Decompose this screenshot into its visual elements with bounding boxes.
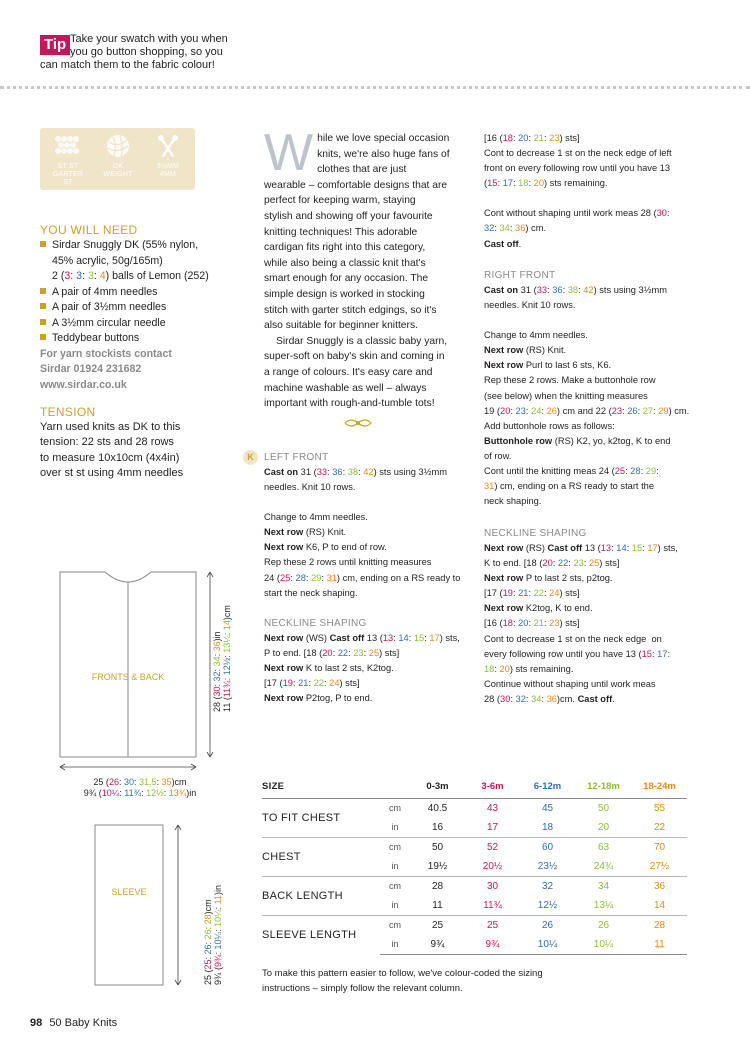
table-row: SLEEVE LENGTH cm 25 25 26 26 28 <box>262 915 687 935</box>
intro-line: a range of colours. It's easy care and <box>264 366 433 378</box>
yarn-info-line: GARTER ST <box>52 171 84 186</box>
header-cell: 12-18m <box>575 776 632 798</box>
list-item: A pair of 3½mm needles <box>40 300 240 316</box>
knit-badge: K <box>243 450 258 465</box>
yarn-info-weight <box>98 134 138 179</box>
table-row: in 19½ 20½ 23½ 24¾ 27½ <box>391 860 670 872</box>
list-item: A pair of 4mm needles <box>40 285 240 301</box>
intro-line: perfect for keeping warm, staying <box>264 195 416 207</box>
row-label: CHEST <box>262 837 380 876</box>
ornament-icon <box>343 417 373 429</box>
page-footer <box>30 1017 117 1029</box>
list-item: A 3½mm circular needle <box>40 316 240 332</box>
stockist-website: www.sirdar.co.uk <box>40 378 127 391</box>
left-front-heading: LEFT FRONT <box>264 452 329 463</box>
tension-heading: TENSION <box>40 405 96 419</box>
yarn-swatch-icon <box>53 134 83 158</box>
right-neckline-heading: NECKLINE SHAPING <box>484 528 587 539</box>
left-neckline-text: Next row (WS) Cast off 13 (13: 14: 15: 17) sts, P to end. [18 (20: 22: 23: 25) sts] Next row K to last 2 sts, K2tog. [17 (19: 21: 22: 24) sts] Next row P2tog, P to end. <box>264 633 460 704</box>
table-row: in 16 17 18 20 22 <box>391 821 666 833</box>
yarn-info-line: 3½MM <box>156 163 180 170</box>
yarn-info-line: WEIGHT <box>103 171 133 178</box>
intro-line: machine washable as well – always <box>264 382 427 394</box>
yarn-info-needles <box>148 134 188 179</box>
size-table-header <box>262 776 687 798</box>
row-label: TO FIT CHEST <box>262 811 341 824</box>
tension-line: to measure 10x10cm (4x4in) <box>40 451 180 464</box>
header-cell: 3-6m <box>465 776 520 798</box>
stockist-line: For yarn stockists contact <box>40 347 172 360</box>
footnote-line: instructions – simply follow the relevant column. <box>262 983 463 994</box>
intro-line: knits, we're also huge fans of <box>317 148 450 160</box>
yarn-info-line: ST ST <box>57 163 79 170</box>
sleeve-diagram <box>85 815 195 1000</box>
right-front-heading: RIGHT FRONT <box>484 270 556 281</box>
intro-line: Sirdar Snuggly is a classic baby yarn, <box>276 335 448 347</box>
intro-line: while also being a classic knit that's <box>264 257 426 269</box>
yarn-ball-icon <box>105 134 131 158</box>
intro-line: clothes that are just <box>317 164 407 176</box>
intro-paragraph <box>264 124 469 412</box>
list-item: Teddybear buttons <box>40 331 240 347</box>
tip-line-1: Take your swatch with you when <box>70 33 228 45</box>
right-neckline-text: Next row (RS) Cast off 13 (13: 14: 15: 17) sts, K to end. [18 (20: 22: 23: 25) sts] Next row P to last 2 sts, p2tog. [17 (19: 21: 22: 24) sts] Next row K2tog, K to end. [16 (18: 20: 21: 23) sts] Cont to decrease 1 st on the neck edge on every following row until you have 13 (15: 17: 18: 20) sts remaining. Continue without shaping until work meas 28 (30: 32: 34: 36)cm. Cast off. <box>484 543 678 704</box>
left-neckline-heading: NECKLINE SHAPING <box>264 618 367 629</box>
yarn-info-box <box>40 128 195 190</box>
footnote <box>262 966 692 996</box>
right-column-top-text: [16 (18: 20: 21: 23) sts] Cont to decrease 1 st on the neck edge of left front on every following row until you have 13 (15: 17: 18: 20) sts remaining. Cont without shaping until work meas 28 (30: 32: 34: 36) cm. Cast off. <box>484 133 672 249</box>
tension-line: tension: 22 sts and 28 rows <box>40 436 174 449</box>
fronts-height-label: 28 (30: 32: 34: 36)in 11 (11¾: 12½: 13¼: 14)cm <box>212 605 232 712</box>
header-cell: 18-24m <box>632 776 687 798</box>
table-row: CHEST cm 50 52 60 63 70 <box>262 837 687 857</box>
ornament-divider <box>343 417 373 432</box>
header-cell: 6-12m <box>520 776 575 798</box>
yarn-info-line: DK <box>112 163 124 170</box>
you-will-need-list <box>40 238 240 393</box>
tip-line-3: can match them to the fabric colour! <box>40 59 215 71</box>
intro-line: super-soft on baby's skin and coming in <box>264 351 445 363</box>
list-item: 2 (3: 3: 3: 4) balls of Lemon (252) <box>52 270 209 282</box>
intro-line: stitch with garter stitch edgings, so it's <box>264 304 437 316</box>
you-will-need-heading: YOU WILL NEED <box>40 223 138 237</box>
tension-line: Yarn used knits as DK to this <box>40 421 181 433</box>
tension-line: over st st using 4mm needles <box>40 466 184 479</box>
row-label: SLEEVE LENGTH <box>262 915 380 954</box>
table-row: TO FIT CHEST cm 40.5 43 45 50 55 <box>262 798 687 818</box>
table-row: in 9¾ 9¾ 10¼ 10¼ 11 <box>262 935 687 955</box>
drop-cap: W <box>264 124 314 182</box>
dotted-divider <box>0 86 750 89</box>
header-cell: SIZE <box>262 776 380 798</box>
row-label: BACK LENGTH <box>262 876 380 915</box>
intro-line: smart enough for any occasion. The <box>264 273 429 285</box>
table-row: in 11 11¾ 12½ 13¼ 14 <box>391 899 666 911</box>
intro-line: important with rough-and-tumble tots! <box>264 398 435 410</box>
left-front-text: Cast on 31 (33: 36: 38: 42) sts using 3½mm needles. Knit 10 rows. Change to 4mm needles. Next row (RS) Knit. Next row K6, P to end of row. Rep these 2 rows until knitting measures 24 (25: 28: 29: 31) cm, ending on a RS ready to start the neck shaping. <box>264 467 461 598</box>
intro-line: wearable – comfortable designs that are <box>264 179 448 191</box>
intro-line: knitting techniques! This adorable <box>264 226 418 238</box>
tip-line-2: you go button shopping, so you <box>70 46 223 58</box>
intro-line: hile we love special occasion <box>317 133 450 144</box>
right-front-text: Cast on 31 (33: 36: 38: 42) sts using 3½mm needles. Knit 10 rows. Change to 4mm needles. Next row (RS) Knit. Next row Purl to last 6 sts, K6. Rep these 2 rows. Make a buttonhole row (see below) when the knitting measures 19 (20: 23: 24: 26) cm and 22 (23: 26: 27: 29) cm. Add buttonhole rows as follows: Buttonhole row (RS) K2, yo, k2tog, K to end of row. Cont until the knitting meas 24 (25: 28: 29: 31) cm, ending on a RS ready to start the neck shaping. <box>484 285 690 507</box>
tip-label: Tip <box>40 35 70 55</box>
intro-line: cardigan fits right into this category, <box>264 242 426 254</box>
tension-text <box>40 420 240 481</box>
intro-line: also suitable for beginner knitters. <box>264 320 418 332</box>
fronts-width-label: 25 (26: 30: 31.5: 35)cm 9¾ (10¼: 11¾: 12½: 13¾)in <box>83 777 197 798</box>
stockist-line: Sirdar 01924 231682 <box>40 363 142 375</box>
size-table <box>262 776 687 955</box>
intro-line: simple design is worked in stocking <box>264 288 425 300</box>
fronts-back-label: FRONTS & BACK <box>91 672 165 682</box>
publication-title: 50 Baby Knits <box>49 1017 118 1029</box>
header-cell: 0-3m <box>410 776 465 798</box>
page-number: 98 <box>30 1017 43 1029</box>
yarn-info-swatch <box>48 134 88 187</box>
list-item: 45% acrylic, 50g/165m) <box>52 254 163 267</box>
yarn-info-line: 4MM <box>159 171 177 178</box>
knitting-needles-icon <box>155 134 181 158</box>
sleeve-height-label: 25 (25: 26: 26: 28)cm 9¾ (9¾: 10¼: 10¼: 11)in <box>203 885 223 985</box>
list-item: Sirdar Snuggly DK (55% nylon, <box>40 238 240 254</box>
intro-line: stylish and showing off your favourite <box>264 210 433 222</box>
sleeve-label: SLEEVE <box>111 887 147 897</box>
table-row: BACK LENGTH cm 28 30 32 34 36 <box>262 876 687 896</box>
footnote-line: To make this pattern easier to follow, we've colour-coded the sizing <box>262 968 543 979</box>
